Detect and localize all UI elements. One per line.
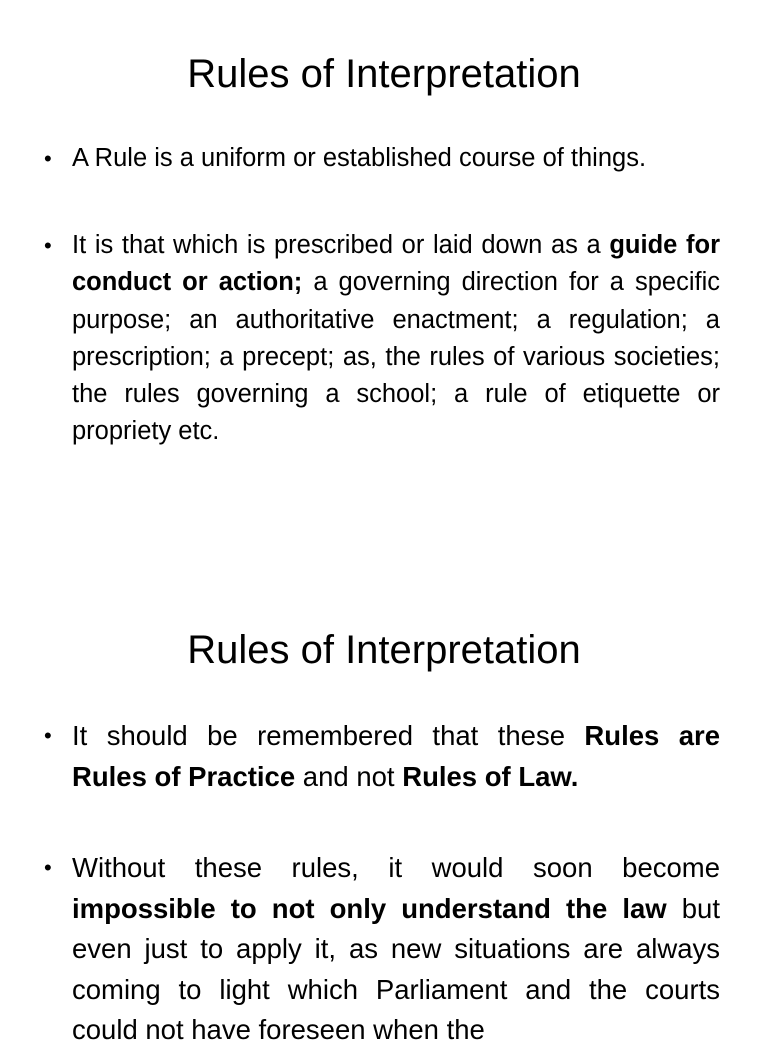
bullet-text <box>72 227 720 451</box>
bullet-item <box>44 227 720 451</box>
slide-2 <box>0 580 768 1045</box>
slide-title: Rules of Interpretation <box>187 628 581 672</box>
slide-title: Rules of Interpretation <box>187 52 581 96</box>
bullet-text <box>72 140 720 177</box>
text-segment: but even just to apply it, as new situations are always coming to light which Parliament and the courts could not have foreseen when the <box>72 892 720 1045</box>
bullet-marker: • <box>44 146 52 171</box>
bold-text-segment: impossible to not only understand the law <box>72 892 667 924</box>
bullet-marker: • <box>44 723 52 748</box>
bullet-text <box>72 848 720 1051</box>
bullet-item <box>44 140 720 177</box>
bold-text-segment: guide for conduct or action; <box>72 231 720 297</box>
bullet-marker: • <box>44 855 52 880</box>
text-segment: Without these rules, it would soon become <box>72 852 720 883</box>
text-segment: and not <box>295 760 403 792</box>
text-segment: It is that which is prescribed or laid down as a <box>72 231 610 259</box>
text-segment: a governing direction for a specific purpose; an authoritative enactment; a regulation; a prescription; a precept; as, the rules of various societies; the rules governing a school; a rule of etiquette or propriety etc. <box>72 268 721 446</box>
bold-text-segment: Rules of Law. <box>402 760 579 792</box>
bullet-marker: • <box>44 233 52 258</box>
bold-text-segment: Rules are Rules of Practice <box>72 720 720 792</box>
bullet-text <box>72 716 720 797</box>
text-segment: It should be remembered that these <box>72 720 585 751</box>
text-segment: A Rule is a uniform or established course of things. <box>72 144 647 172</box>
bullet-item <box>44 848 720 1051</box>
bullet-item <box>44 716 720 797</box>
